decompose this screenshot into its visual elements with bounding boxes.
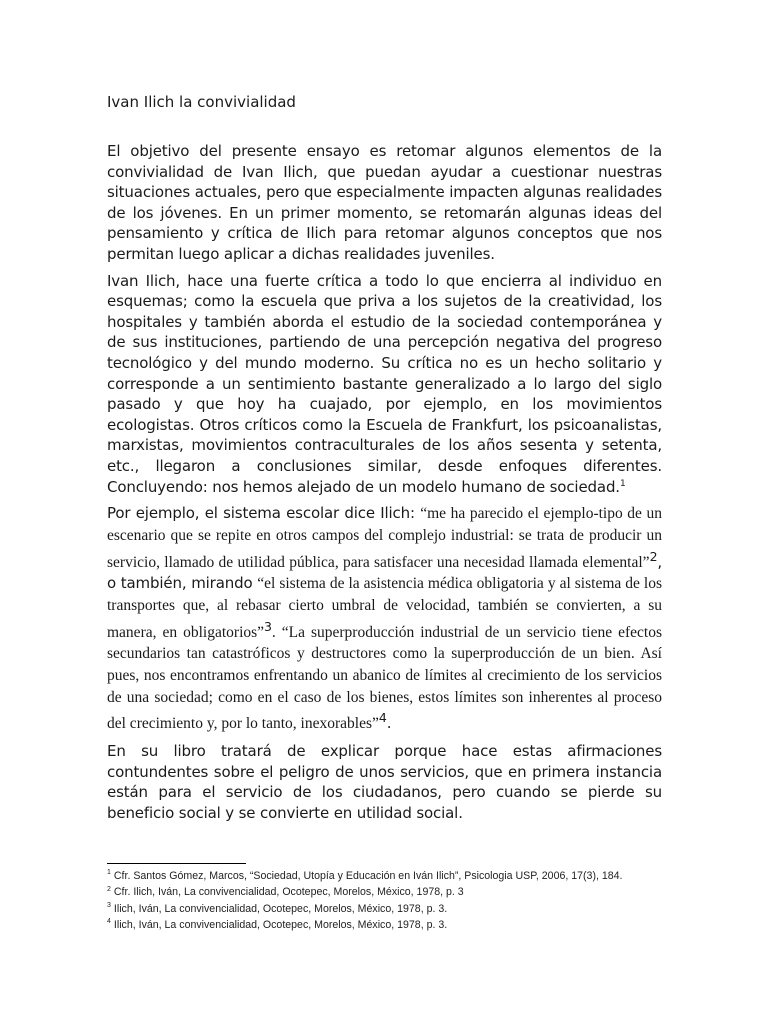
footnote-4-number: 4 — [107, 918, 111, 926]
quote-connector-text: , o también, mirando — [107, 552, 662, 593]
paragraph-intro — [107, 141, 662, 265]
footnote-3-text: Ilich, Iván, La convivencialidad, Ocotepec, Morelos, México, 1978, p. 3. — [113, 902, 448, 915]
paragraph-critique — [107, 271, 662, 498]
footnote-4-text: Ilich, Iván, La convivencialidad, Ocotepec, Morelos, México, 1978, p. 3. — [113, 918, 448, 931]
quote-intro-text: Por ejemplo, el sistema escolar dice Ilich: — [107, 504, 421, 523]
footnote-3-number: 3 — [107, 902, 111, 910]
document-body — [107, 92, 662, 830]
footnote-2-text: Cfr. Ilich, Iván, La convivencialidad, Ocotepec, Morelos, México, 1978, p. 3 — [113, 886, 464, 899]
footnote-ref-2: 2 — [649, 548, 658, 564]
footnote-3 — [107, 901, 667, 917]
quote-school-system: “me ha parecido el ejemplo-tipo de un escenario que se repite en otros campos del complejo industrial: se trata de producir un servicio, llamado de utilidad pública, para satisfacer una necesidad llamada elemental” — [107, 505, 662, 571]
paragraph-quotes — [107, 503, 662, 735]
footnote-4 — [107, 917, 667, 933]
paragraph-intro-text: El objetivo del presente ensayo es retomar algunos elementos de la convivialidad de Ivan Ilich, que puedan ayudar a cuestionar nuestras situaciones actuales, pero que especialmente impacten algunas realidades de los jóvenes. En un primer momento, se retomarán algunas ideas del pensamiento y crítica de Ilich para retomar algunos conceptos que nos permitan luego aplicar a dichas realidades juveniles. — [107, 142, 662, 263]
paragraph-book-text: En su libro tratará de explicar porque hace estas afirmaciones contundentes sobre el peligro de unos servicios, que en primera instancia están para el servicio de los ciudadanos, pero cuando se pierde su beneficio social y se convierte en utilidad social. — [107, 742, 662, 822]
footnote-divider — [107, 863, 246, 864]
footnote-1-text: Cfr. Santos Gómez, Marcos, “Sociedad, Utopía y Educación en Iván Ilich”, Psicologia USP, 2006, 17(3), 184. — [113, 870, 623, 882]
footnote-2-number: 2 — [107, 885, 111, 893]
footnote-1-number: 1 — [107, 869, 111, 877]
footnote-ref-4: 4 — [378, 710, 387, 726]
quote-overproduction: . “La superproducción industrial de un servicio tiene efectos secundarios tan catastróficos y destructores como la superproducción de un bien. Así pues, nos encontramos enfrentando un abanico de límites al crecimiento de los servicios de una sociedad; como en el caso de los bienes, estos límites son inherentes al proceso del crecimiento y, por lo tanto, inexorables” — [107, 623, 662, 733]
paragraph-book — [107, 741, 662, 823]
footnotes-section — [107, 863, 667, 933]
quote-end-period: . — [386, 714, 392, 733]
quote-medical-transport: “el sistema de la asistencia médica obligatoria y al sistema de los transportes que, al rebasar cierto umbral de velocidad, también se convierten, a su manera, en obligatorios” — [107, 575, 662, 641]
footnote-2 — [107, 884, 667, 900]
footnote-ref-3: 3 — [264, 618, 272, 634]
footnote-1 — [107, 868, 667, 884]
document-title: Ivan Ilich la convivialidad — [107, 93, 296, 111]
footnote-ref-1: 1 — [619, 478, 626, 489]
paragraph-critique-text: Ivan Ilich, hace una fuerte crítica a todo lo que encierra al individuo en esquemas; como la escuela que priva a los sujetos de la creatividad, los hospitales y también aborda el estudio de la sociedad contemporánea y de sus instituciones, partiendo de una percepción negativa del progreso tecnológico y del mundo moderno. Su crítica no es un hecho solitario y corresponde a un sentimiento bastante generalizado a lo largo del siglo pasado y que hoy ha cuajado, por ejemplo, en los movimientos ecologistas. Otros críticos como la Escuela de Frankfurt, los psicoanalistas, marxistas, movimientos contraculturales de los años sesenta y setenta, etc., llegaron a conclusiones similar, desde enfoques diferentes. Concluyendo: nos hemos alejado de un modelo humano de sociedad. — [107, 271, 662, 496]
